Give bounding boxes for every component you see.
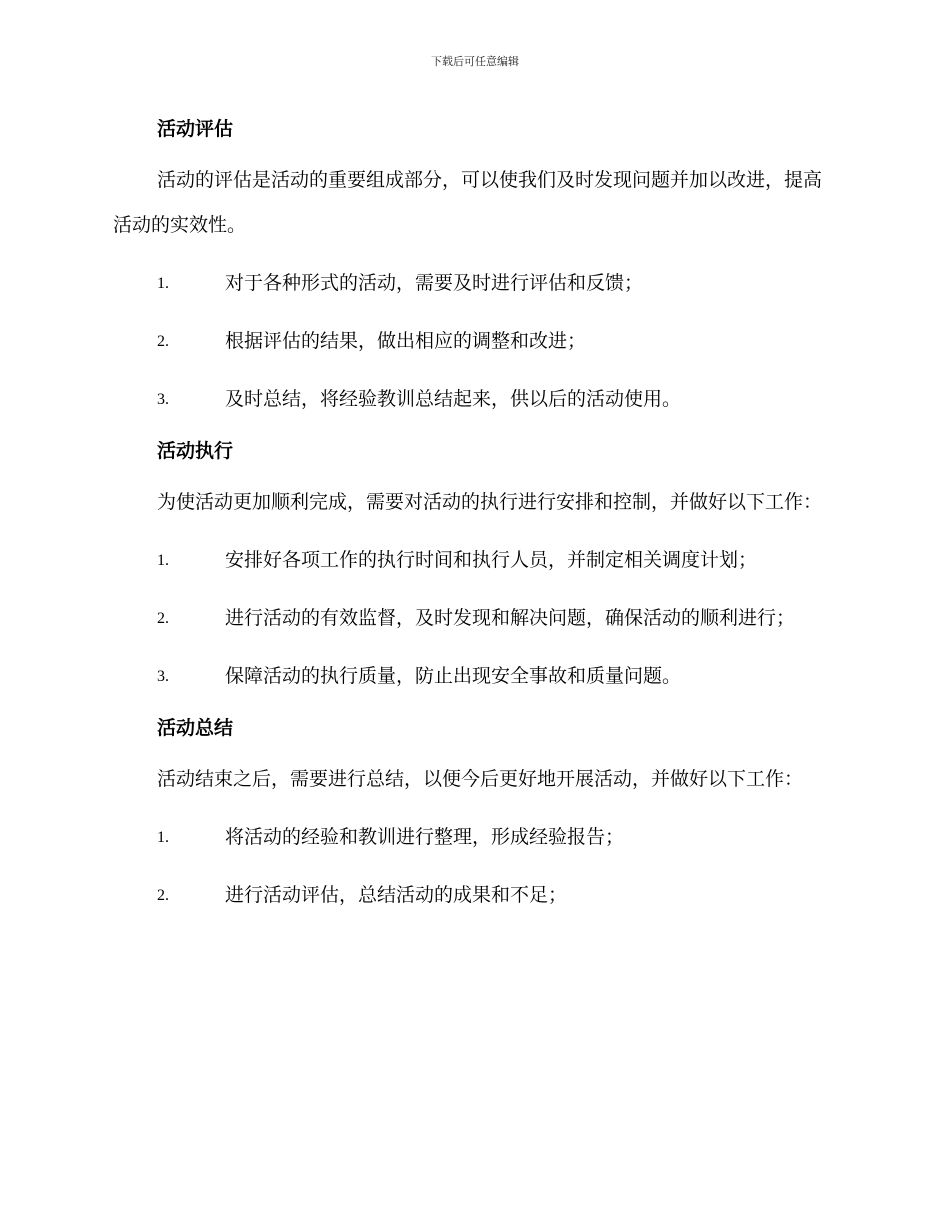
list-number: 2. bbox=[157, 333, 169, 350]
list-item bbox=[113, 538, 835, 583]
list-item bbox=[113, 873, 835, 918]
list-text: 进行活动评估，总结活动的成果和不足； bbox=[225, 884, 568, 906]
section-paragraph: 活动的评估是活动的重要组成部分，可以使我们及时发现问题并加以改进，提高活动的实效性。 bbox=[113, 169, 823, 236]
document-body bbox=[113, 112, 835, 918]
list-text: 安排好各项工作的执行时间和执行人员，并制定相关调度计划； bbox=[225, 549, 758, 571]
list-text: 对于各种形式的活动，需要及时进行评估和反馈； bbox=[225, 272, 644, 294]
list-number: 2. bbox=[157, 887, 169, 904]
list-number: 3. bbox=[157, 668, 169, 685]
page-header: 下载后可任意编辑 bbox=[431, 55, 519, 68]
list-item bbox=[113, 319, 835, 364]
section-heading: 活动执行 bbox=[157, 440, 234, 462]
list-number: 1. bbox=[157, 275, 169, 292]
list-item bbox=[113, 654, 835, 699]
list-text: 根据评估的结果，做出相应的调整和改进； bbox=[225, 330, 587, 352]
list-number: 3. bbox=[157, 391, 169, 408]
list-number: 1. bbox=[157, 552, 169, 569]
list-item bbox=[113, 815, 835, 860]
list-text: 将活动的经验和教训进行整理，形成经验报告； bbox=[225, 826, 625, 848]
section-paragraph: 活动结束之后，需要进行总结，以便今后更好地开展活动，并做好以下工作： bbox=[157, 768, 804, 790]
section-paragraph: 为使活动更加顺利完成，需要对活动的执行进行安排和控制，并做好以下工作： bbox=[157, 491, 823, 513]
list-text: 保障活动的执行质量，防止出现安全事故和质量问题。 bbox=[225, 665, 682, 687]
list-text: 及时总结，将经验教训总结起来，供以后的活动使用。 bbox=[225, 388, 682, 410]
section-evaluation bbox=[113, 112, 835, 422]
section-heading: 活动总结 bbox=[157, 717, 234, 739]
list-text: 进行活动的有效监督，及时发现和解决问题，确保活动的顺利进行； bbox=[225, 607, 796, 629]
section-summary bbox=[113, 711, 835, 918]
list-item bbox=[113, 596, 835, 641]
list-item bbox=[113, 377, 835, 422]
list-number: 1. bbox=[157, 829, 169, 846]
section-heading: 活动评估 bbox=[157, 118, 234, 140]
list-item bbox=[113, 261, 835, 306]
section-execution bbox=[113, 434, 835, 699]
list-number: 2. bbox=[157, 610, 169, 627]
